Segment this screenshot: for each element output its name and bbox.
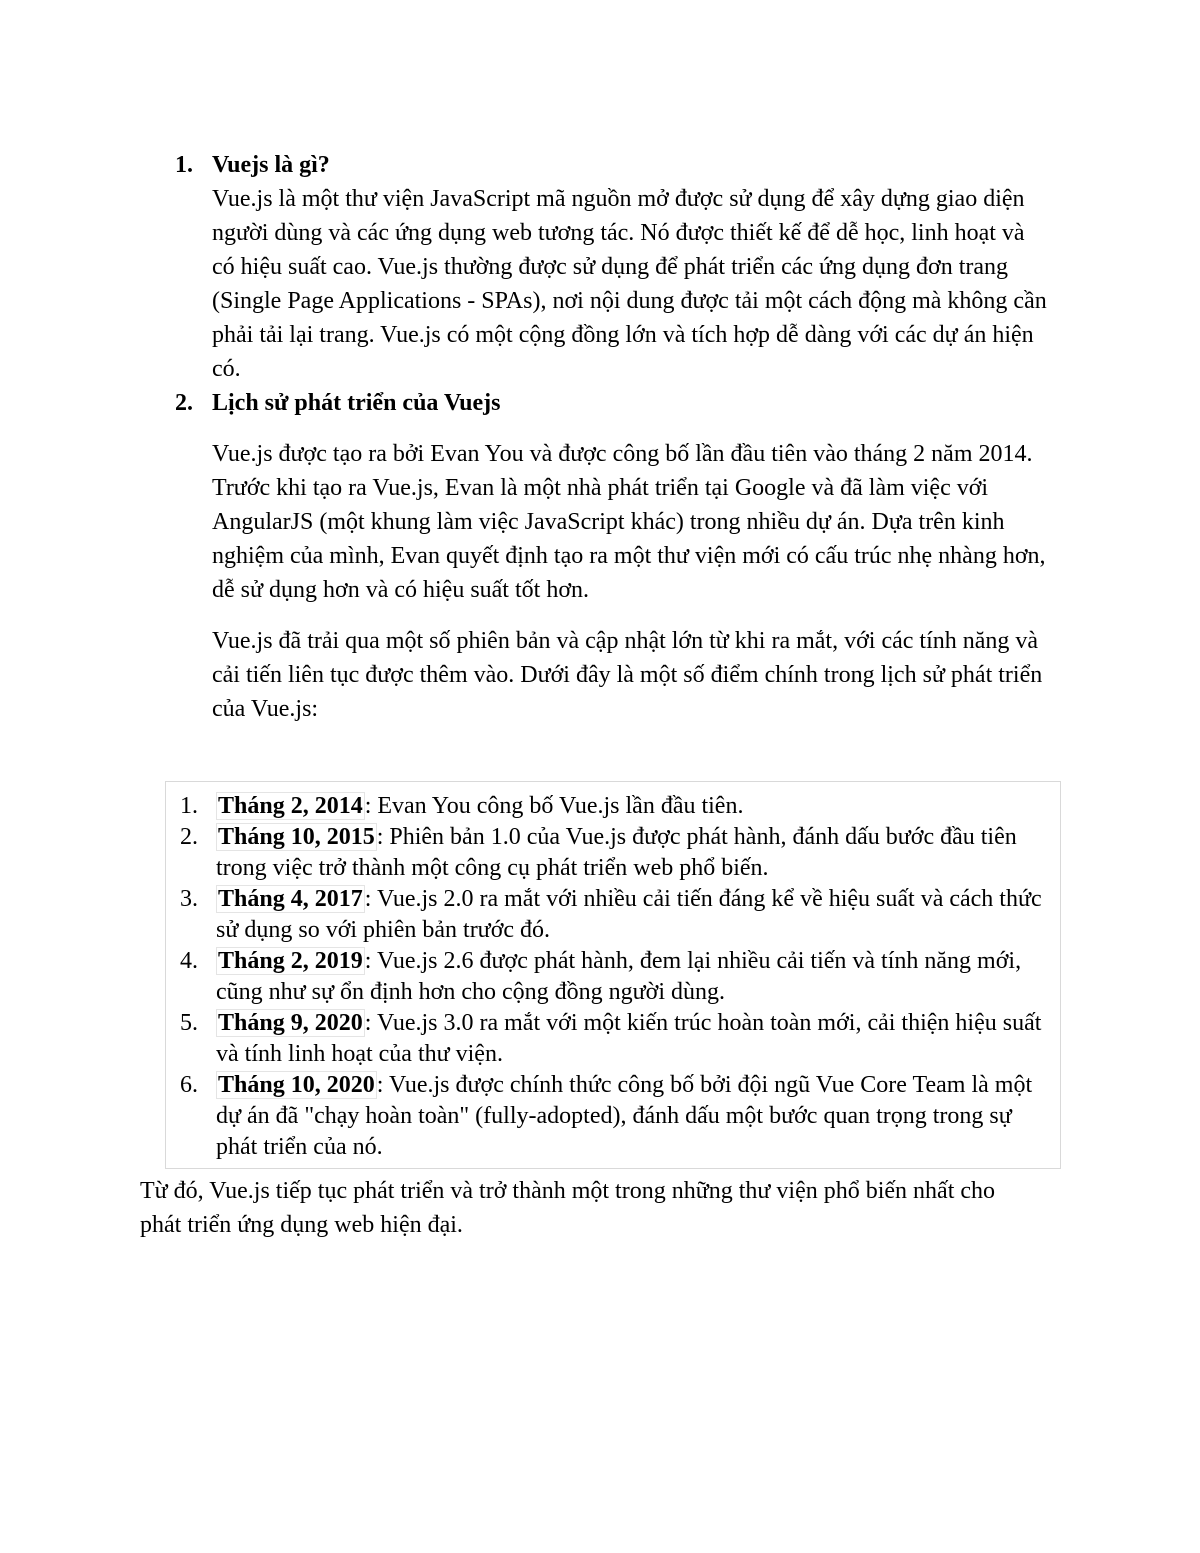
section-paragraph: Vue.js đã trải qua một số phiên bản và cập nhật lớn từ khi ra mắt, với các tính năng và cải tiến liên tục được thêm vào. Dưới đây là một số điểm chính trong lịch sử phát triển của Vue.js:: [212, 628, 1043, 722]
section-number: 1.: [175, 152, 193, 178]
timeline-list: [166, 791, 1060, 1163]
timeline-description: : Evan You công bố Vue.js lần đầu tiên.: [364, 793, 744, 819]
section-title: Vuejs là gì?: [212, 152, 330, 178]
timeline-description: : Vue.js 3.0 ra mắt với một kiến trúc hoàn toàn mới, cải thiện hiệu suất và tính linh hoạt của thư viện.: [216, 1010, 1042, 1067]
timeline-item: [166, 1008, 1060, 1070]
section-paragraph: Vue.js là một thư viện JavaScript mã nguồn mở được sử dụng để xây dựng giao diện người dùng và các ứng dụng web tương tác. Nó được thiết kế để dễ học, linh hoạt và có hiệu suất cao. Vue.js thường được sử dụng để phát triển các ứng dụng đơn trang (Single Page Applications - SPAs), nơi nội dung được tải một cách động mà không cần phải tải lại trang. Vue.js có một cộng đồng lớn và tích hợp dễ dàng với các dự án hiện có.: [212, 186, 1047, 382]
timeline-item-text: [216, 946, 1054, 1008]
timeline-item: [166, 946, 1060, 1008]
timeline-item-text: [216, 1070, 1054, 1163]
timeline-item-number: 4.: [180, 948, 198, 974]
section-paragraph: Vue.js được tạo ra bởi Evan You và được công bố lần đầu tiên vào tháng 2 năm 2014. Trước khi tạo ra Vue.js, Evan là một nhà phát triển tại Google và đã làm việc với AngularJS (một khung làm việc JavaScript khác) trong nhiều dự án. Dựa trên kinh nghiệm của mình, Evan quyết định tạo ra một thư viện mới có cấu trúc nhẹ nhàng hơn, dễ sử dụng hơn và có hiệu suất tốt hơn.: [212, 441, 1046, 603]
main-list: [140, 148, 1060, 726]
timeline-description: : Vue.js 2.0 ra mắt với nhiều cải tiến đáng kể về hiệu suất và cách thức sử dụng so với phiên bản trước đó.: [216, 886, 1042, 943]
timeline-date: Tháng 10, 2020: [218, 1072, 375, 1098]
timeline-item-number: 1.: [180, 793, 198, 819]
timeline-description: : Vue.js được chính thức công bố bởi đội ngũ Vue Core Team là một dự án đã "chạy hoàn toàn" (fully-adopted), đánh dấu một bước quan trọng trong sự phát triển của nó.: [216, 1072, 1033, 1160]
timeline-date: Tháng 4, 2017: [218, 886, 363, 912]
section-number: 2.: [175, 390, 193, 416]
timeline-date: Tháng 2, 2019: [218, 948, 363, 974]
section-body: [212, 148, 1048, 386]
timeline-item-number: 3.: [180, 886, 198, 912]
timeline-item-number: 6.: [180, 1072, 198, 1098]
timeline-item: [166, 884, 1060, 946]
timeline-item: [166, 822, 1060, 884]
timeline-item-text: [216, 791, 1054, 822]
section-item-1: [140, 148, 1060, 386]
timeline-item-text: [216, 822, 1054, 884]
timeline-description: : Vue.js 2.6 được phát hành, đem lại nhiều cải tiến và tính năng mới, cũng như sự ổn định hơn cho cộng đồng người dùng.: [216, 948, 1022, 1005]
timeline-date: Tháng 9, 2020: [218, 1010, 363, 1036]
timeline-item: [166, 791, 1060, 822]
timeline-box: [165, 781, 1061, 1169]
timeline-item-number: 5.: [180, 1010, 198, 1036]
timeline-description: : Phiên bản 1.0 của Vue.js được phát hành, đánh dấu bước đầu tiên trong việc trở thành một công cụ phát triển web phổ biến.: [216, 824, 1017, 881]
closing-paragraph: Từ đó, Vue.js tiếp tục phát triển và trở thành một trong những thư viện phổ biến nhất cho phát triển ứng dụng web hiện đại.: [140, 1178, 996, 1238]
timeline-date: Tháng 2, 2014: [218, 793, 363, 819]
section-title: Lịch sử phát triển của Vuejs: [212, 390, 501, 416]
timeline-date: Tháng 10, 2015: [218, 824, 375, 850]
timeline-item-text: [216, 1008, 1054, 1070]
section-body: [212, 386, 1048, 726]
timeline-item-number: 2.: [180, 824, 198, 850]
section-item-2: [140, 386, 1060, 726]
timeline-item: [166, 1070, 1060, 1163]
timeline-item-text: [216, 884, 1054, 946]
